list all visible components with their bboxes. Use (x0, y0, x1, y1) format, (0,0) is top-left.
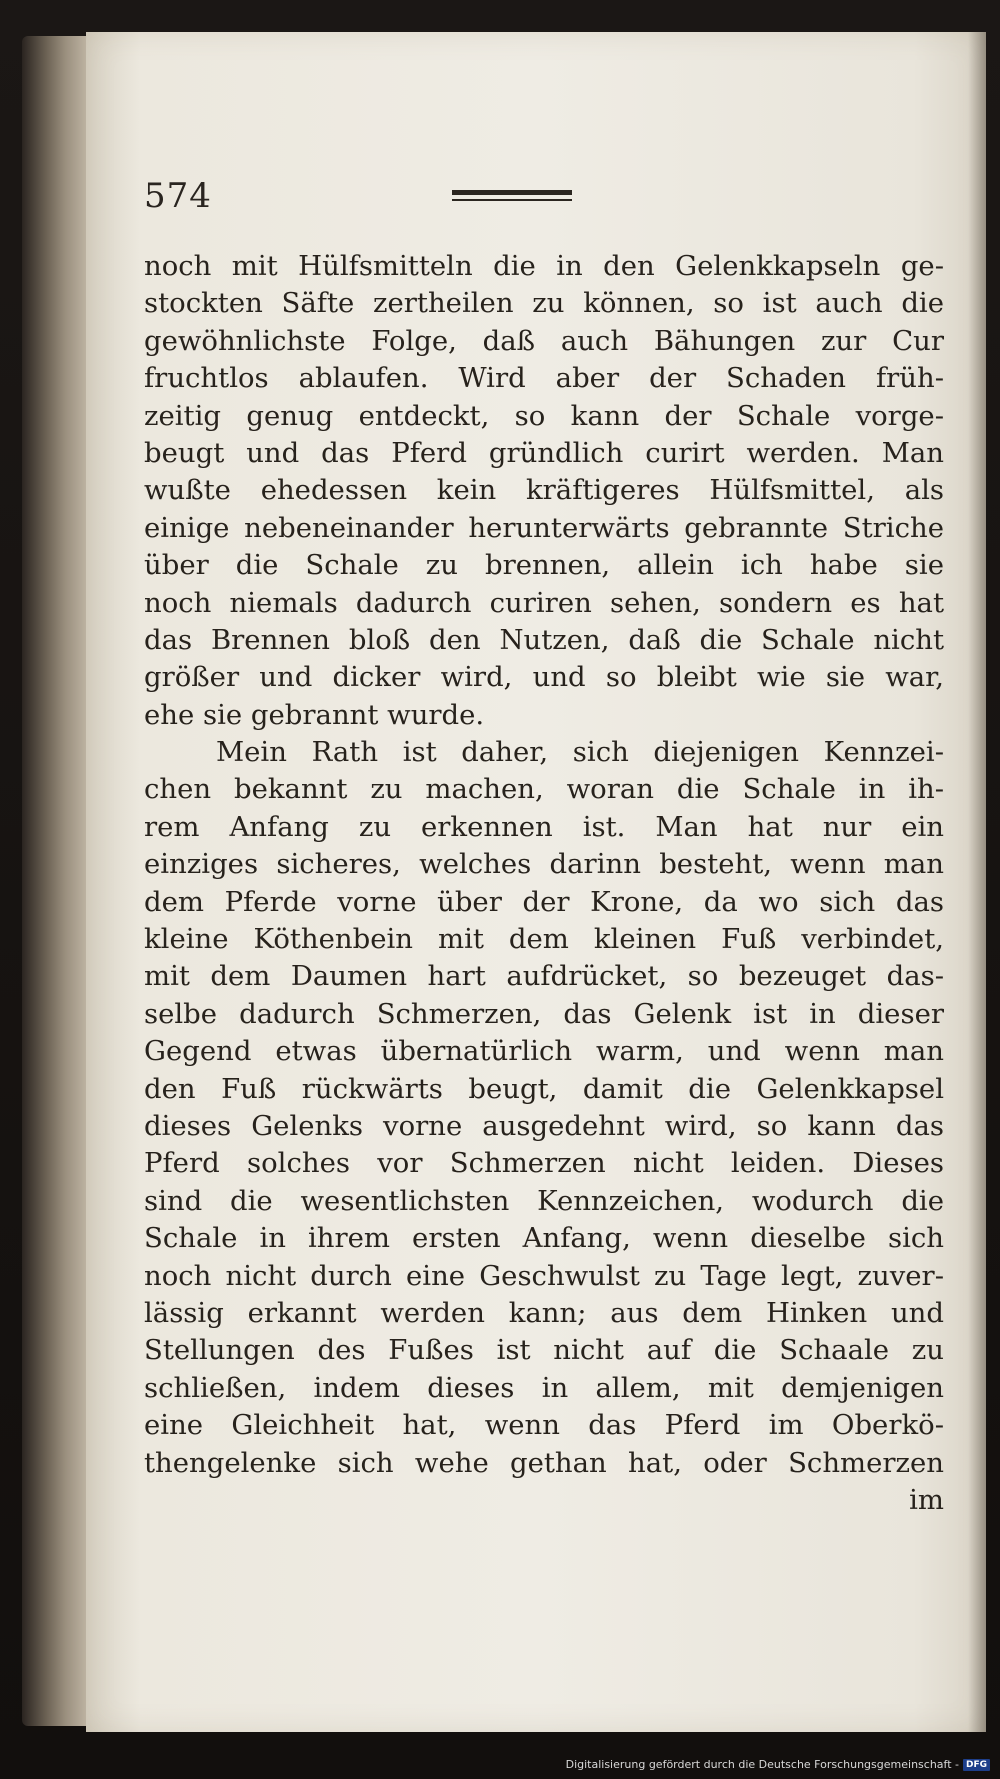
text-line: Schale in ihrem ersten Anfang, wenn dieselbe sich (144, 1222, 944, 1255)
text-line: ehe sie gebrannt wurde. (144, 698, 485, 731)
text-line: chen bekannt zu machen, woran die Schale in ih- (144, 773, 944, 806)
text-line: Gegend etwas übernatürlich warm, und wenn man (144, 1035, 944, 1068)
text-line: kleine Köthenbein mit dem kleinen Fuß verbindet, (144, 923, 944, 956)
text-line: selbe dadurch Schmerzen, das Gelenk ist in dieser (144, 997, 944, 1030)
text-line: eine Gleichheit hat, wenn das Pferd im Oberkö- (144, 1409, 944, 1442)
footer-credit-text: Digitalisierung gefördert durch die Deutsche Forschungsgemeinschaft - (565, 1758, 959, 1771)
book-spine-edge (22, 36, 94, 1726)
text-line: im (909, 1483, 944, 1516)
text-line: rem Anfang zu erkennen ist. Man hat nur ein (144, 810, 944, 843)
text-line: dieses Gelenks vorne ausgedehnt wird, so kann das (144, 1109, 944, 1142)
text-line: zeitig genug entdeckt, so kann der Schale vorge- (144, 399, 944, 432)
text-line: stockten Säfte zertheilen zu können, so ist auch die (144, 287, 944, 320)
text-line: das Brennen bloß den Nutzen, daß die Schale nicht (144, 623, 944, 656)
text-line: größer und dicker wird, und so bleibt wie sie war, (144, 661, 944, 694)
page-number: 574 (144, 176, 212, 216)
digitization-footer (566, 1758, 990, 1771)
text-line: einige nebeneinander herunterwärts gebrannte Striche (144, 511, 944, 544)
text-line: dem Pferde vorne über der Krone, da wo sich das (144, 885, 944, 918)
dfg-logo: DFG (963, 1759, 990, 1771)
text-line: wußte ehedessen kein kräftigeres Hülfsmittel, als (144, 474, 944, 507)
text-line: schließen, indem dieses in allem, mit demjenigen (144, 1371, 944, 1404)
text-line: mit dem Daumen hart aufdrücket, so bezeuget das- (144, 960, 944, 993)
page-gutter-shadow (968, 32, 986, 1732)
text-line: thengelenke sich wehe gethan hat, oder Schmerzen (144, 1446, 944, 1479)
text-line: Mein Rath ist daher, sich diejenigen Kennzei- (216, 736, 944, 769)
text-line: einziges sicheres, welches darinn besteht, wenn man (144, 848, 944, 881)
text-line: gewöhnlichste Folge, daß auch Bähungen zur Cur (144, 324, 944, 357)
page-body-text (144, 248, 944, 1519)
text-line: sind die wesentlichsten Kennzeichen, wodurch die (144, 1184, 944, 1217)
text-line: Pferd solches vor Schmerzen nicht leiden. Dieses (144, 1147, 944, 1180)
text-line: noch niemals dadurch curiren sehen, sondern es hat (144, 586, 944, 619)
header-ornament-rule (452, 190, 572, 204)
text-line: lässig erkannt werden kann; aus dem Hinken und (144, 1296, 944, 1329)
text-line: den Fuß rückwärts beugt, damit die Gelenkkapsel (144, 1072, 944, 1105)
text-line: noch nicht durch eine Geschwulst zu Tage legt, zuver- (144, 1259, 944, 1292)
text-line: noch mit Hülfsmitteln die in den Gelenkkapseln ge- (144, 250, 944, 282)
text-line: Stellungen des Fußes ist nicht auf die Schaale zu (144, 1334, 944, 1367)
text-line: fruchtlos ablaufen. Wird aber der Schaden früh- (144, 362, 944, 395)
text-line: beugt und das Pferd gründlich curirt werden. Man (144, 436, 944, 469)
text-line: über die Schale zu brennen, allein ich habe sie (144, 549, 944, 582)
